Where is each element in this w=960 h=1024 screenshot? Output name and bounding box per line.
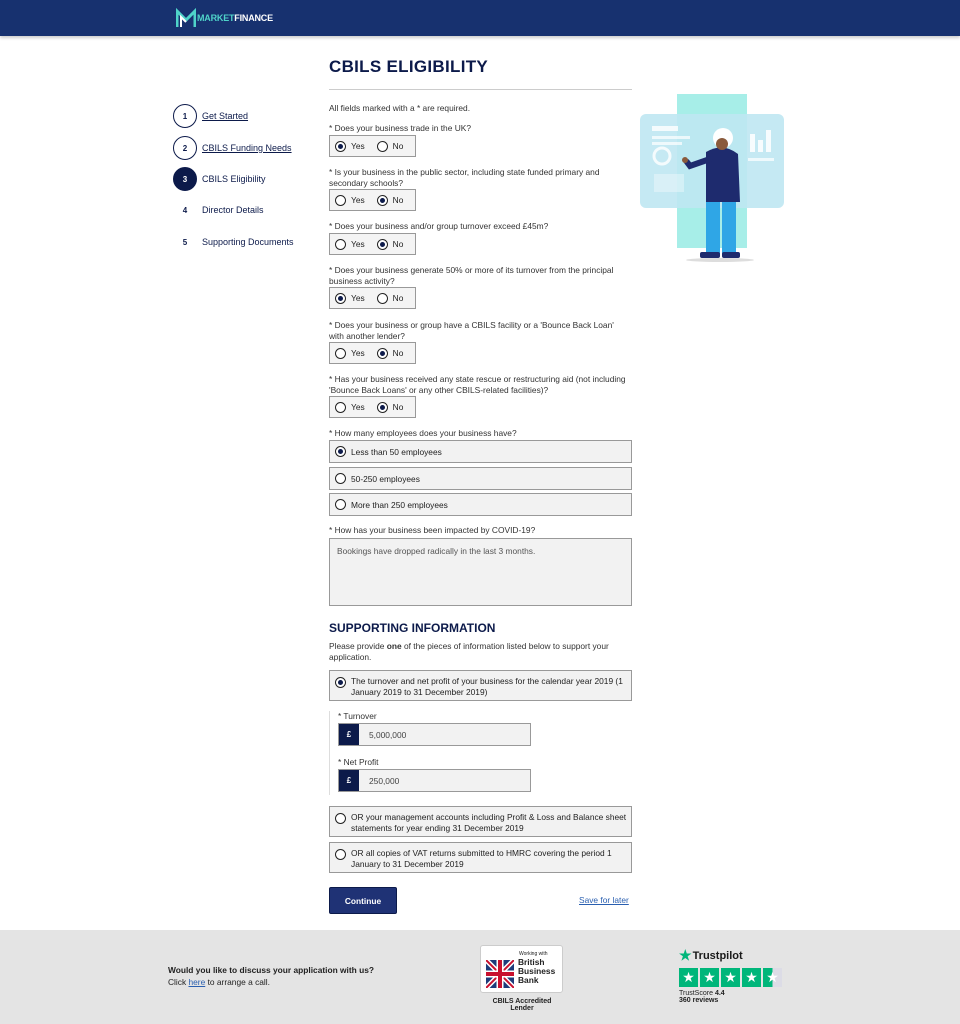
bbb-name-line: Business xyxy=(518,966,556,976)
intro-text: Please provide xyxy=(329,641,387,651)
step-number: 5 xyxy=(182,237,188,247)
radio-label: No xyxy=(392,195,404,205)
employees-option-more-250[interactable] xyxy=(329,493,632,516)
radio-button[interactable] xyxy=(377,402,388,413)
turnover-value[interactable]: 5,000,000 xyxy=(369,729,407,740)
radio-button[interactable] xyxy=(335,348,346,359)
star-icon: ★ xyxy=(721,968,740,987)
radio-label: Yes xyxy=(351,239,365,249)
supporting-option-management-accounts[interactable] xyxy=(329,806,632,837)
step-funding-needs[interactable] xyxy=(173,136,292,160)
logo[interactable] xyxy=(176,8,273,28)
call-text: Click xyxy=(168,977,189,987)
radio-yes[interactable] xyxy=(335,195,365,206)
question-label: * Does your business trade in the UK? xyxy=(329,123,471,133)
question-label: * How many employees does your business have? xyxy=(329,428,517,438)
star-icon: ★ xyxy=(742,968,761,987)
net-profit-value[interactable]: 250,000 xyxy=(369,775,400,786)
trustscore-value: 4.4 xyxy=(714,990,725,997)
turnover-input[interactable] xyxy=(338,723,531,746)
radio-label: No xyxy=(392,141,404,151)
step-supporting-documents xyxy=(173,230,294,254)
question-label: * Does your business or group have a CBILS facility or a 'Bounce Back Loan' with another lender? xyxy=(329,320,614,341)
radio-label: No xyxy=(392,402,404,412)
radio-button[interactable] xyxy=(377,239,388,250)
employees-option-50-250[interactable] xyxy=(329,467,632,490)
bbb-name-line: Bank xyxy=(518,975,539,985)
divider xyxy=(329,711,330,795)
question-radio-group xyxy=(329,189,416,211)
radio-no[interactable] xyxy=(377,141,404,152)
radio-button[interactable] xyxy=(335,293,346,304)
question-label: * Does your business and/or group turnover exceed £45m? xyxy=(329,221,549,231)
radio-label: Yes xyxy=(351,293,365,303)
radio-button[interactable] xyxy=(377,141,388,152)
radio-label: OR your management accounts including Profit & Loss and Balance sheet statements for year ending 31 December 2019 xyxy=(351,812,627,833)
question-label: * Does your business generate 50% or more of its turnover from the principal business activity? xyxy=(329,265,614,286)
step-label: Director Details xyxy=(202,205,264,215)
question-radio-group xyxy=(329,233,416,255)
trustpilot-widget[interactable] xyxy=(679,947,784,1004)
radio-label: Yes xyxy=(351,348,365,358)
bbb-name xyxy=(518,958,555,985)
accredited-lender-label: CBILS Accredited Lender xyxy=(492,998,552,1012)
question-label: * How has your business been impacted by COVID-19? xyxy=(329,525,536,535)
radio-label: No xyxy=(392,239,404,249)
radio-label: More than 250 employees xyxy=(351,499,448,510)
step-label[interactable]: CBILS Funding Needs xyxy=(202,143,292,153)
question-radio-group xyxy=(329,342,416,364)
question-label: * Has your business received any state rescue or restructuring aid (not including 'Bounce Back Loans' or any other CBILS-related facilities)? xyxy=(329,374,626,395)
question-label: * Is your business in the public sector, including state funded primary and secondary schools? xyxy=(329,167,600,188)
radio-label: No xyxy=(392,293,404,303)
net-profit-label: * Net Profit xyxy=(338,757,379,767)
turnover-label: * Turnover xyxy=(338,711,377,721)
step-number: 3 xyxy=(173,167,197,191)
radio-button[interactable] xyxy=(377,348,388,359)
radio-no[interactable] xyxy=(377,348,404,359)
bbb-name-line: British xyxy=(518,957,545,967)
radio-button[interactable] xyxy=(335,195,346,206)
radio-button[interactable] xyxy=(335,239,346,250)
required-note: All fields marked with a * are required. xyxy=(329,103,471,113)
radio-button[interactable] xyxy=(335,849,346,860)
arrange-call-link[interactable]: here xyxy=(188,977,206,987)
step-label[interactable]: Get Started xyxy=(202,111,249,121)
trustscore-label: TrustScore xyxy=(679,990,713,997)
question-radio-group xyxy=(329,396,416,418)
call-text: to arrange a call. xyxy=(205,977,270,987)
radio-no[interactable] xyxy=(377,195,404,206)
step-label: Supporting Documents xyxy=(202,237,294,247)
radio-label: Yes xyxy=(351,195,365,205)
divider xyxy=(329,89,632,90)
business-person-illustration xyxy=(640,94,786,264)
covid-impact-textarea[interactable]: Bookings have dropped radically in the last 3 months. xyxy=(329,538,632,606)
trustpilot-name: Trustpilot xyxy=(692,949,743,962)
employees-option-less-50[interactable] xyxy=(329,440,632,463)
logo-mark-icon xyxy=(176,8,196,28)
half-star-icon: ★ xyxy=(763,968,782,987)
intro-text: of the pieces of information listed below to support your application. xyxy=(329,641,609,662)
union-flag-icon xyxy=(486,960,514,988)
step-number: 4 xyxy=(182,205,188,215)
step-get-started[interactable] xyxy=(173,104,248,128)
supporting-option-turnover[interactable] xyxy=(329,670,632,701)
logo-text-market: MARKET xyxy=(197,13,235,23)
star-icon: ★ xyxy=(679,968,698,987)
radio-label: Yes xyxy=(351,402,365,412)
radio-no[interactable] xyxy=(377,239,404,250)
intro-emphasis: one xyxy=(386,641,402,651)
radio-label: Yes xyxy=(351,141,365,151)
radio-button[interactable] xyxy=(335,677,346,688)
radio-yes[interactable] xyxy=(335,239,365,250)
radio-button[interactable] xyxy=(335,446,346,457)
trustpilot-stars xyxy=(679,968,784,987)
radio-button[interactable] xyxy=(335,473,346,484)
radio-button[interactable] xyxy=(377,293,388,304)
page-title: CBILS ELIGIBILITY xyxy=(329,57,489,76)
radio-no[interactable] xyxy=(377,293,404,304)
footer-call-text xyxy=(168,977,270,987)
radio-button[interactable] xyxy=(335,499,346,510)
radio-label: No xyxy=(392,348,404,358)
radio-button[interactable] xyxy=(335,402,346,413)
radio-label: 50-250 employees xyxy=(351,473,420,484)
radio-button[interactable] xyxy=(335,141,346,152)
radio-yes[interactable] xyxy=(335,402,365,413)
currency-symbol: £ xyxy=(339,770,359,791)
logo-text-finance: FINANCE xyxy=(234,13,273,23)
net-profit-input[interactable] xyxy=(338,769,531,792)
radio-no[interactable] xyxy=(377,402,404,413)
step-number: 2 xyxy=(173,136,197,160)
supporting-intro xyxy=(329,641,632,662)
footer-question: Would you like to discuss your application with us? xyxy=(168,965,374,975)
trustpilot-header xyxy=(679,947,784,964)
british-business-bank-badge xyxy=(480,945,563,993)
radio-label: The turnover and net profit of your business for the calendar year 2019 (1 January 2019 to 31 December 2019) xyxy=(351,676,623,697)
radio-yes[interactable] xyxy=(335,348,365,359)
step-number: 1 xyxy=(173,104,197,128)
question-radio-group xyxy=(329,135,416,157)
step-label: CBILS Eligibility xyxy=(202,174,266,184)
radio-label: OR all copies of VAT returns submitted to HMRC covering the period 1 January to 31 December 2019 xyxy=(351,848,612,869)
radio-yes[interactable] xyxy=(335,141,365,152)
section-title: SUPPORTING INFORMATION xyxy=(329,621,496,635)
review-count: 360 reviews xyxy=(679,997,719,1004)
step-director-details xyxy=(173,198,264,222)
bbb-working-with: Working with xyxy=(519,951,548,957)
radio-button[interactable] xyxy=(335,813,346,824)
supporting-option-vat-returns[interactable] xyxy=(329,842,632,873)
star-icon: ★ xyxy=(700,968,719,987)
save-for-later-link[interactable]: Save for later xyxy=(579,895,629,905)
radio-label: Less than 50 employees xyxy=(351,446,442,457)
radio-yes[interactable] xyxy=(335,293,365,304)
currency-symbol: £ xyxy=(339,724,359,745)
step-eligibility xyxy=(173,167,266,191)
top-bar xyxy=(0,0,960,36)
radio-button[interactable] xyxy=(377,195,388,206)
question-radio-group xyxy=(329,287,416,309)
continue-button[interactable]: Continue xyxy=(329,887,397,914)
trustscore xyxy=(679,990,784,997)
trustpilot-star-icon: ★ xyxy=(679,947,692,963)
